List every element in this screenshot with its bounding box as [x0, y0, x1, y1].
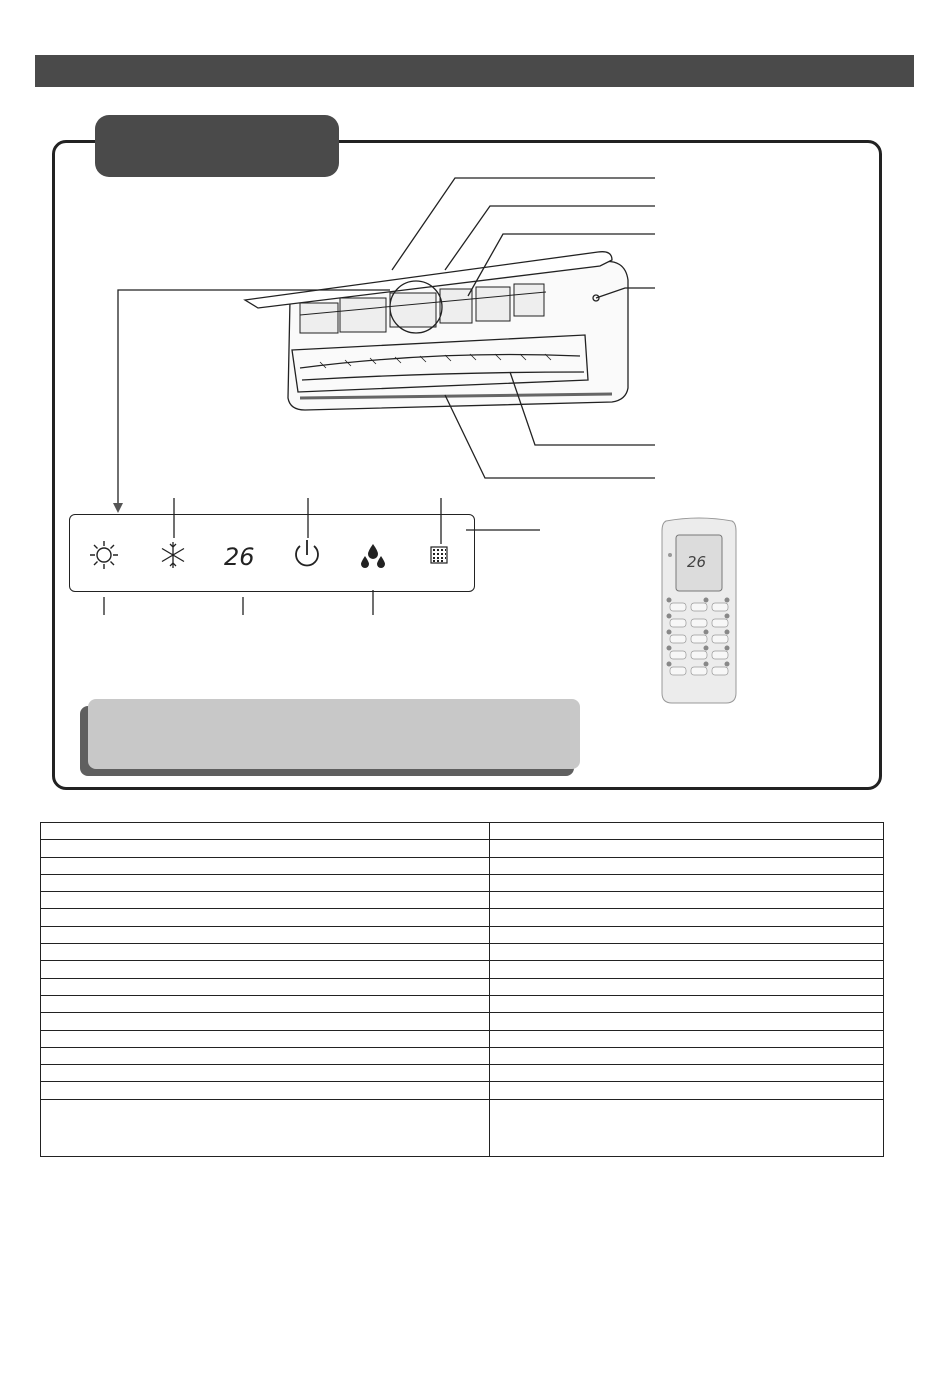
table-cell [490, 1013, 884, 1030]
table-cell [41, 1030, 490, 1047]
table-row [41, 1082, 884, 1099]
droplets-icon [361, 544, 385, 568]
table-cell [41, 1047, 490, 1064]
table-cell [41, 823, 490, 840]
table-row [41, 1013, 884, 1030]
table-cell [41, 1099, 490, 1156]
table-cell [490, 1082, 884, 1099]
table-cell [41, 857, 490, 874]
indoor-unit-frame [52, 140, 882, 790]
table-cell [490, 944, 884, 961]
table-cell [490, 1047, 884, 1064]
table-row [41, 1099, 884, 1156]
table-cell [490, 857, 884, 874]
table-cell [490, 909, 884, 926]
spec-table [40, 822, 884, 1157]
table-row [41, 892, 884, 909]
table-row [41, 995, 884, 1012]
table-row [41, 1047, 884, 1064]
table-cell [41, 961, 490, 978]
table-cell [490, 961, 884, 978]
table-cell [41, 909, 490, 926]
temperature-readout: 26 [224, 543, 255, 571]
table-row [41, 944, 884, 961]
remote-screen-temperature: 26 [687, 553, 707, 571]
table-cell [41, 892, 490, 909]
table-cell [490, 1030, 884, 1047]
table-cell [490, 823, 884, 840]
table-cell [41, 995, 490, 1012]
table-row [41, 926, 884, 943]
table-cell [490, 926, 884, 943]
table-cell [41, 1013, 490, 1030]
table-row [41, 1030, 884, 1047]
table-cell [41, 944, 490, 961]
table-cell [490, 874, 884, 891]
power-icon [296, 540, 318, 565]
table-row [41, 823, 884, 840]
front-display-panel [69, 514, 475, 592]
table-cell [41, 874, 490, 891]
table-cell [490, 892, 884, 909]
sun-icon [90, 541, 118, 569]
frame-title-tab [95, 115, 339, 177]
table-cell [490, 840, 884, 857]
section-title-bar [35, 55, 914, 87]
snowflake-icon [162, 542, 184, 568]
table-cell [41, 978, 490, 995]
table-row [41, 874, 884, 891]
table-cell [490, 1099, 884, 1156]
table-row [41, 1065, 884, 1082]
table-cell [41, 926, 490, 943]
table-cell [490, 978, 884, 995]
table-row [41, 840, 884, 857]
table-cell [41, 1082, 490, 1099]
table-row [41, 961, 884, 978]
table-row [41, 857, 884, 874]
table-cell [41, 840, 490, 857]
table-row [41, 909, 884, 926]
table-row [41, 978, 884, 995]
filter-grid-icon [431, 547, 447, 563]
table-cell [490, 995, 884, 1012]
table-cell [41, 1065, 490, 1082]
remote-controller [660, 517, 738, 705]
note-box [88, 699, 580, 769]
table-cell [490, 1065, 884, 1082]
